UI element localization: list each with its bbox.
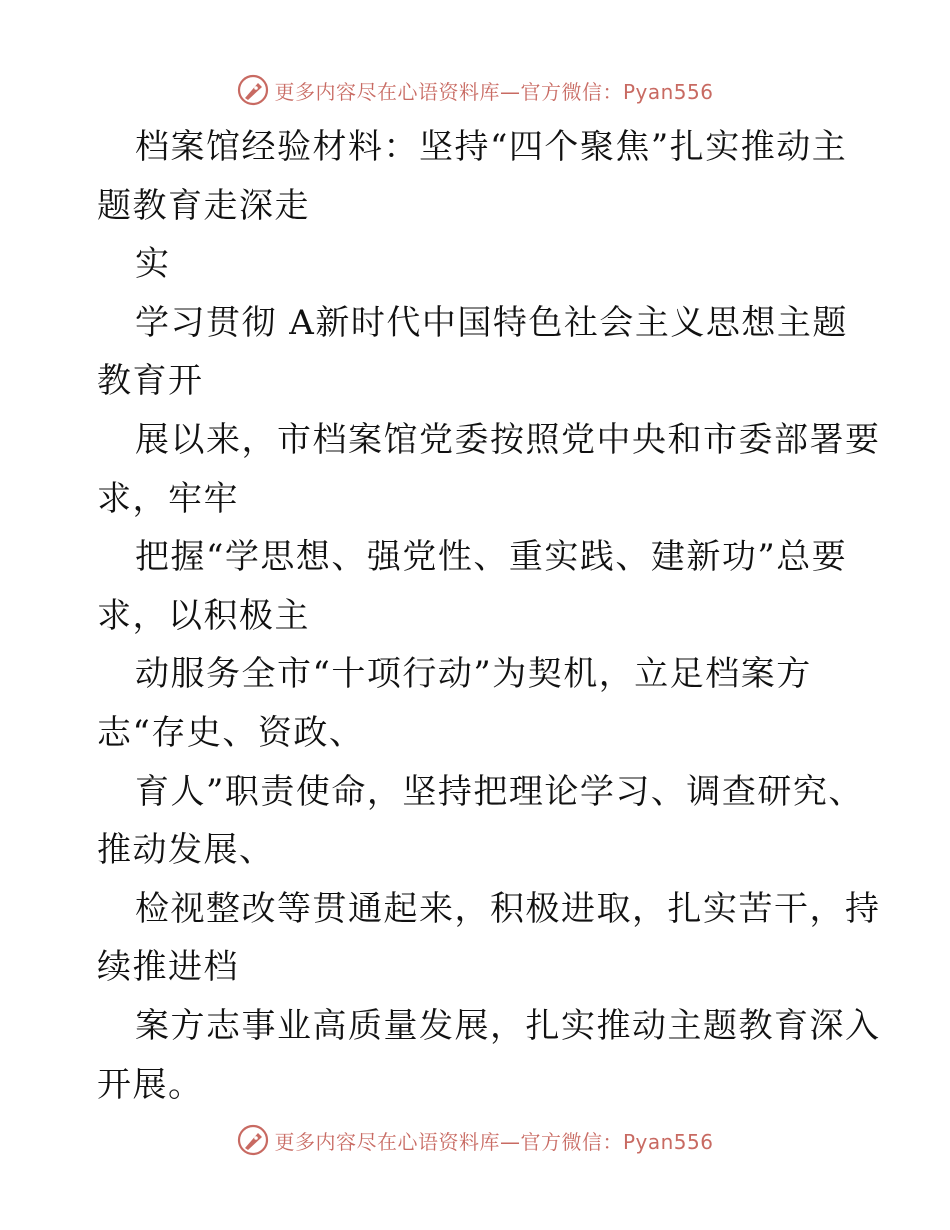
text-line: 把握“学思想、强党性、重实践、建新功”总要 [135, 537, 848, 578]
text-line: 实 [135, 244, 171, 285]
text-line: 求，以积极主 [97, 595, 310, 636]
watermark-text: 更多内容尽在心语资料库—官方微信：Pyan556 [274, 1129, 714, 1154]
text-line: 开展。 [97, 1064, 204, 1105]
watermark-text: 更多内容尽在心语资料库—官方微信：Pyan556 [274, 79, 714, 104]
text-line: 学习贯彻 A新时代中国特色社会主义思想主题 [135, 302, 848, 343]
text-line: 检视整改等贯通起来，积极进取，扎实苦干，持 [135, 888, 881, 929]
pen-nib-circle-icon [236, 1123, 270, 1157]
text-line: 档案馆经验材料：坚持“四个聚焦”扎实推动主 [135, 127, 848, 167]
text-line: 题教育走深走 [97, 185, 310, 226]
text-line: 教育开 [97, 361, 204, 402]
pen-nib-circle-icon [236, 73, 270, 107]
text-line: 案方志事业高质量发展，扎实推动主题教育深入 [135, 1005, 881, 1046]
text-line: 志“存史、资政、 [97, 712, 365, 753]
text-line: 求，牢牢 [97, 478, 239, 519]
footer-watermark [0, 1120, 950, 1160]
text-line: 推动发展、 [97, 830, 275, 871]
text-line: 展以来，市档案馆党委按照党中央和市委部署要 [135, 419, 881, 460]
text-line: 育人”职责使命，坚持把理论学习、调查研究、 [135, 771, 864, 812]
header-watermark [0, 70, 950, 110]
document-body [97, 118, 881, 1114]
text-line: 动服务全市“十项行动”为契机，立足档案方 [135, 654, 812, 695]
text-line: 续推进档 [97, 947, 239, 988]
